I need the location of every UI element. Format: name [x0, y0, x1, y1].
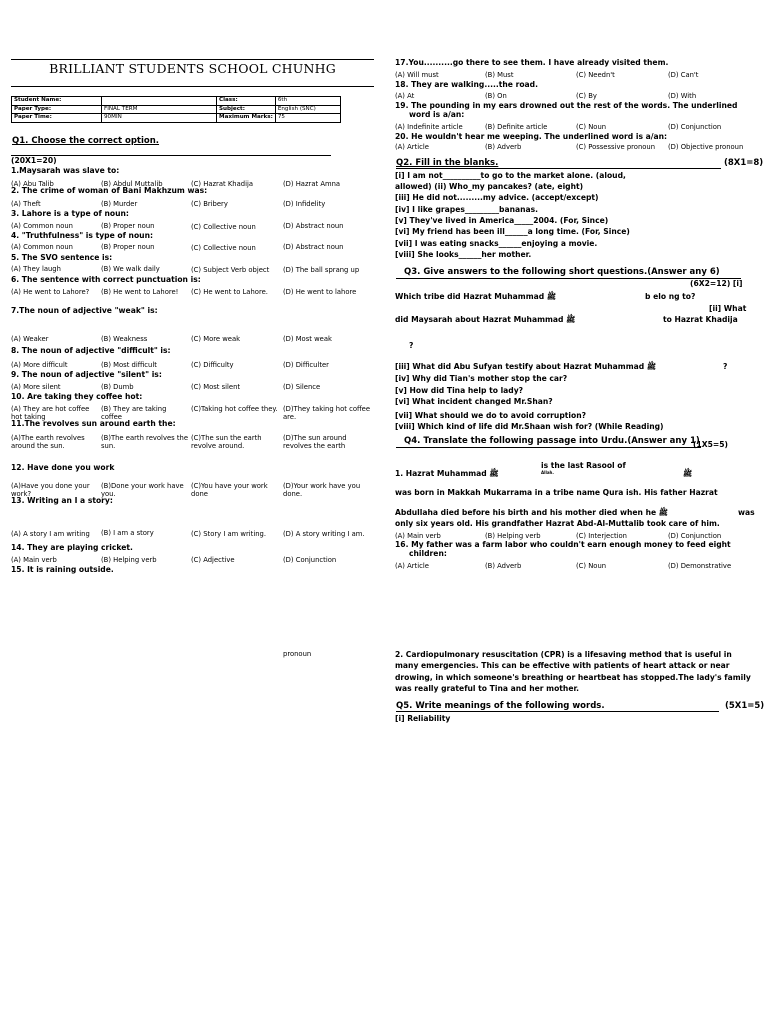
class-value: 6th: [275, 97, 340, 106]
q5-marks: (5X1=5): [725, 701, 765, 711]
q1-q1-option-D: (D) Hazrat Amna: [283, 180, 341, 188]
q1-q4-option-A: (A) Common noun: [11, 243, 73, 251]
q1-q11-option-D: (D)The sun around revolves the earth: [283, 434, 347, 450]
q1-q6-option-A: (A) He went to Lahore?: [11, 288, 90, 296]
q1-q11-option-C: (C)The sun the earth revolve around.: [191, 434, 262, 450]
q19-option-C: (C) Noun: [576, 123, 607, 131]
paper-time-value: 90MIN: [102, 114, 217, 123]
q1-q14-option-B: (B) Helping verb: [101, 556, 157, 564]
q1-q2-option-A: (A) Theft: [11, 200, 41, 208]
top-rule: [11, 59, 374, 60]
q1-q12-option-B: (B)Done your work have you.: [101, 482, 184, 498]
q1-right-question-18: 18. They are walking.....the road.: [395, 80, 538, 89]
q16-option-B: (B) Adverb: [485, 562, 522, 570]
q20-option-D: (D) Objective pronoun: [668, 143, 744, 151]
q1-q7-option-C: (C) More weak: [191, 335, 241, 343]
q1-right-question-17: 17.You..........go there to see them. I have already visited them.: [395, 58, 669, 67]
paper-type-value: FINAL TERM: [102, 105, 217, 114]
q3-line-9: [viii] Which kind of life did Mr.Shaan wish for? (While Reading): [395, 422, 664, 431]
q18-option-B: (B) On: [485, 92, 507, 100]
q5-rule: [396, 711, 719, 712]
q1-q13-option-B: (B) I am a story: [101, 529, 154, 537]
q1-q5-option-D: (D) The ball sprang up: [283, 266, 360, 274]
q16-option-A: (A) Article: [395, 562, 429, 570]
q1-marks: (20X1=20): [11, 156, 57, 165]
q1-question-5: 5. The SVO sentence is:: [11, 253, 113, 262]
q4-rule: [396, 447, 701, 448]
student-name-label: Student Name:: [12, 97, 102, 106]
q1-q2-option-D: (D) Infidelity: [283, 200, 326, 208]
subject-label: Subject:: [217, 105, 276, 114]
q1-q10-option-D: (D)They taking hot coffee are.: [283, 405, 371, 421]
q2-line-7: [vii] I was eating snacks______enjoying a movie.: [395, 239, 598, 248]
q1-q4-option-D: (D) Abstract noun: [283, 243, 344, 251]
stray-word: pronoun: [283, 650, 312, 658]
q1-right-question-19: 19. The pounding in my ears drowned out the rest of the words. The underlined: [395, 101, 738, 110]
q3-line4b: ?: [723, 362, 728, 371]
q1-question-13: 13. Writing an I a story:: [11, 496, 113, 505]
q1-q9-option-A: (A) More silent: [11, 383, 61, 391]
q1-question-4: 4. "Truthfulness" is type of noun:: [11, 231, 154, 240]
info-table: [11, 96, 341, 123]
q3-line-5: [iv] Why did Tian's mother stop the car?: [395, 374, 568, 383]
q1-q3-option-A: (A) Common noun: [11, 222, 73, 230]
q2-line-5: [v] They've lived in America_____2004. (For, Since): [395, 216, 609, 225]
paper-time-label: Paper Time:: [12, 114, 102, 123]
q1-q1-option-A: (A) Abu Talib: [11, 180, 54, 188]
q1-question-7: 7.The noun of adjective "weak" is:: [11, 306, 158, 315]
max-marks-label: Maximum Marks:: [217, 114, 276, 123]
q16-line1: 16. My father was a farm labor who couldn't earn enough money to feed eight: [395, 540, 731, 549]
q4-p1-line2: was born in Makkah Mukarrama in a tribe name Qura ish. His father Hazrat: [395, 488, 718, 497]
q1-q3-option-B: (B) Proper noun: [101, 222, 155, 230]
q2-line-2: allowed) (ii) Who_my pancakes? (ate, eight): [395, 182, 584, 191]
q1-q8-option-C: (C) Difficulty: [191, 361, 234, 369]
q1-right-question-19-cont: word is a/an:: [409, 110, 465, 119]
q4-p2-line-1: 2. Cardiopulmonary resuscitation (CPR) is a lifesaving method that is useful in: [395, 650, 732, 659]
q4-p1b: is the last Rasool of: [541, 461, 626, 470]
q1-q12-option-C: (C)You have your work done: [191, 482, 268, 498]
q15-option-C: (C) Interjection: [576, 532, 627, 540]
q1-q7-option-A: (A) Weaker: [11, 335, 49, 343]
q3-heading: Q3. Give answers to the following short questions.(Answer any 6): [404, 267, 720, 277]
q18-option-D: (D) With: [668, 92, 697, 100]
q3-line-6: [v] How did Tina help to lady?: [395, 386, 524, 395]
q1-q1-option-B: (B) Abdul Muttalib: [101, 180, 163, 188]
q1-q10-option-B: (B) They are taking coffee: [101, 405, 167, 421]
school-name: BRILLIANT STUDENTS SCHOOL CHUNHG: [49, 61, 336, 76]
q4-p1d: ﷺ: [683, 469, 693, 478]
q1-q11-option-A: (A)The earth revolves around the sun.: [11, 434, 85, 450]
q1-q5-option-C: (C) Subject Verb object: [191, 266, 270, 274]
q4-p2-line-2: many emergencies. This can be effective with patients of heart attack or near: [395, 661, 730, 670]
q18-option-A: (A) At: [395, 92, 415, 100]
q1-q6-option-D: (D) He went to lahore: [283, 288, 357, 296]
q4-marks: (1X5=5): [693, 440, 729, 449]
q1-q14-option-C: (C) Adjective: [191, 556, 235, 564]
q1-q4-option-C: (C) Collective noun: [191, 244, 256, 252]
q16-option-C: (C) Noun: [576, 562, 607, 570]
q3-line-7: [vi] What incident changed Mr.Shan?: [395, 397, 553, 406]
q4-p1-line4: only six years old. His grandfather Hazrat Abd-Al-Muttalib took care of him.: [395, 519, 720, 528]
q1-q9-option-D: (D) Silence: [283, 383, 321, 391]
q1-question-11: 11.The revolves sun around earth the:: [11, 419, 176, 428]
q5-first: [i] Reliability: [395, 714, 451, 723]
q1-q4-option-B: (B) Proper noun: [101, 243, 155, 251]
q15-option-B: (B) Helping verb: [485, 532, 541, 540]
q20-option-B: (B) Adverb: [485, 143, 522, 151]
q3-line-8: [vii] What should we do to avoid corruption?: [395, 411, 587, 420]
q1-q14-option-A: (A) Main verb: [11, 556, 57, 564]
q1-q13-option-C: (C) Story I am writing.: [191, 530, 267, 538]
q3-line2a: [ii] What: [709, 304, 747, 313]
q1-heading: Q1. Choose the correct option.: [12, 136, 160, 146]
q3-marks: (6X2=12) [i]: [690, 279, 743, 288]
q19-option-A: (A) Indefinite article: [395, 123, 463, 131]
q17-option-B: (B) Must: [485, 71, 514, 79]
q1-q7-option-B: (B) Weakness: [101, 335, 148, 343]
q3-line3a: did Maysarah about Hazrat Muhammad ﷺ: [395, 315, 576, 324]
q1-question-9: 9. The noun of adjective "silent" is:: [11, 370, 162, 379]
q17-option-C: (C) Needn't: [576, 71, 615, 79]
q17-option-D: (D) Can't: [668, 71, 699, 79]
q2-line-8: [viii] She looks______her mother.: [395, 250, 532, 259]
q20-option-C: (C) Possessive pronoun: [576, 143, 656, 151]
q1-q6-option-C: (C) He went to Lahore.: [191, 288, 268, 296]
q2-line-4: [iv] I like grapes_________bananas.: [395, 205, 539, 214]
q3-line3b: to Hazrat Khadija: [663, 315, 738, 324]
q4-p1-line3b: was: [738, 508, 755, 517]
q1-q10-option-C: (C)Taking hot coffee they.: [191, 405, 278, 413]
q2-rule: [396, 168, 721, 169]
q1-rule: [11, 155, 331, 156]
q2-line-6: [vi] My friend has been ill______a long time. (For, Since): [395, 227, 630, 236]
q1-q6-option-B: (B) He went to Lahore!: [101, 288, 179, 296]
q2-line-1: [i] I am not__________to go to the market alone. (aloud,: [395, 171, 626, 180]
student-name-field[interactable]: [102, 97, 217, 106]
info-table-wrap: [11, 96, 341, 123]
q1-q5-option-A: (A) They laugh: [11, 265, 61, 273]
q1-question-1: 1.Maysarah was slave to:: [11, 166, 120, 175]
q1-question-14: 14. They are playing cricket.: [11, 543, 133, 552]
q4-p1-line3a: Abdullaha died before his birth and his mother died when he ﷺ: [395, 508, 668, 517]
q2-heading: Q2. Fill in the blanks.: [396, 158, 499, 168]
q1-right-question-20: 20. He wouldn't hear me weeping. The underlined word is a/an:: [395, 132, 668, 141]
title-rule: [11, 86, 374, 87]
q16-option-D: (D) Demonstrative: [668, 562, 732, 570]
q16-line2: children:: [409, 549, 447, 558]
max-marks-value: 75: [275, 114, 340, 123]
q1-q11-option-B: (B)The earth revolves the sun.: [101, 434, 188, 450]
q5-heading: Q5. Write meanings of the following words.: [396, 701, 605, 711]
q1-q13-option-A: (A) A story I am writing: [11, 530, 90, 538]
q1-q5-option-B: (B) We walk daily: [101, 265, 160, 273]
q3-line4: [iii] What did Abu Sufyan testify about Hazrat Muhammad ﷺ: [395, 362, 656, 371]
q1-q3-option-C: (C) Collective noun: [191, 223, 256, 231]
q1-q12-option-D: (D)Your work have you done.: [283, 482, 361, 498]
paper-type-label: Paper Type:: [12, 105, 102, 114]
q4-p1a: 1. Hazrat Muhammad ﷺ: [395, 469, 499, 478]
q1-q9-option-B: (B) Dumb: [101, 383, 134, 391]
q3-line1a: Which tribe did Hazrat Muhammad ﷺ: [395, 292, 557, 301]
q17-option-A: (A) Will must: [395, 71, 439, 79]
subject-value: English (SNC): [275, 105, 340, 114]
q1-q7-option-D: (D) Most weak: [283, 335, 332, 343]
q3-line1b: b elo ng to?: [645, 292, 696, 301]
q1-question-12: 12. Have done you work: [11, 463, 115, 472]
q4-p2-line-3: drowing, in which someone's breathing or heartbeat has stopped.The lady's family: [395, 673, 751, 682]
q15-option-A: (A) Main verb: [395, 532, 441, 540]
q19-option-D: (D) Conjunction: [668, 123, 722, 131]
q1-question-8: 8. The noun of adjective "difficult" is:: [11, 346, 171, 355]
q1-q2-option-B: (B) Murder: [101, 200, 138, 208]
q1-q8-option-B: (B) Most difficult: [101, 361, 157, 369]
q1-q10-option-A: (A) They are hot coffee hot taking: [11, 405, 90, 421]
q1-question-2: 2. The crime of woman of Bani Makhzum was:: [11, 186, 208, 195]
q1-question-10: 10. Are taking they coffee hot:: [11, 392, 143, 401]
q20-option-A: (A) Article: [395, 143, 429, 151]
q1-q12-option-A: (A)Have you done your work?: [11, 482, 90, 498]
q1-q2-option-C: (C) Bribery: [191, 200, 228, 208]
q15-option-D: (D) Conjunction: [668, 532, 722, 540]
q1-question-6: 6. The sentence with correct punctuation is:: [11, 275, 201, 284]
q4-p1c: Allah.: [541, 470, 554, 475]
q2-marks: (8X1=8): [724, 158, 764, 168]
q1-q3-option-D: (D) Abstract noun: [283, 222, 344, 230]
q1-q9-option-C: (C) Most silent: [191, 383, 241, 391]
q18-option-C: (C) By: [576, 92, 597, 100]
q1-question-15: 15. It is raining outside.: [11, 565, 114, 574]
q1-q13-option-D: (D) A story writing I am.: [283, 530, 365, 538]
q1-q8-option-A: (A) More difficult: [11, 361, 68, 369]
q19-option-B: (B) Definite article: [485, 123, 548, 131]
q1-question-3: 3. Lahore is a type of noun:: [11, 209, 129, 218]
q1-q14-option-D: (D) Conjunction: [283, 556, 337, 564]
q1-q1-option-C: (C) Hazrat Khadija: [191, 180, 254, 188]
class-label: Class:: [217, 97, 276, 106]
q4-p2-line-4: was really grateful to Tina and her mother.: [395, 684, 580, 693]
q2-line-3: [iii] He did not.........my advice. (accept/except): [395, 193, 599, 202]
q4-heading: Q4. Translate the following passage into Urdu.(Answer any 1): [404, 436, 700, 446]
q3-qmark: ?: [409, 341, 414, 350]
q1-q8-option-D: (D) Difficulter: [283, 361, 329, 369]
